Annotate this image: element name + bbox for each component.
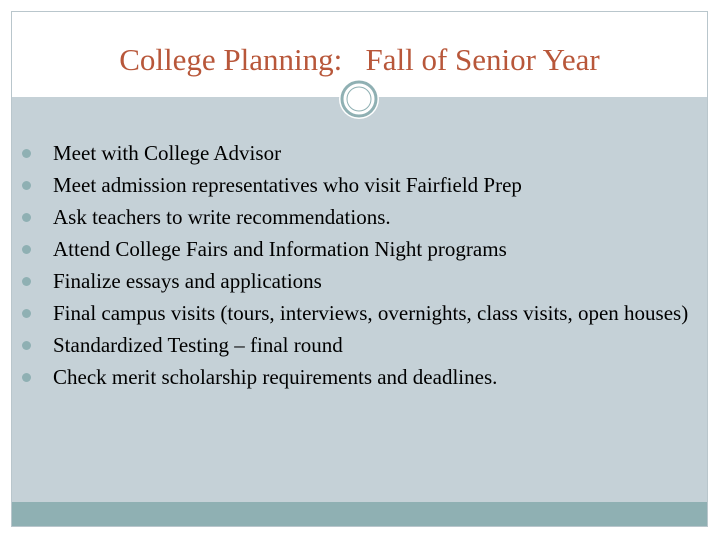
- bullet-icon: [22, 213, 31, 222]
- list-item-text: Ask teachers to write recommendations.: [53, 205, 391, 229]
- list-item: [22, 300, 702, 326]
- bullet-icon: [22, 149, 31, 158]
- list-item: [22, 236, 702, 262]
- bullet-icon: [22, 341, 31, 350]
- circle-ornament-icon: [338, 78, 380, 120]
- list-item-text: Check merit scholarship requirements and deadlines.: [53, 365, 498, 389]
- bullet-icon: [22, 373, 31, 382]
- list-item: [22, 204, 702, 230]
- list-item-text: Finalize essays and applications: [53, 269, 322, 293]
- list-item: [22, 332, 702, 358]
- list-item: [22, 364, 702, 390]
- list-item-text: Attend College Fairs and Information Night programs: [53, 237, 507, 261]
- list-item-text: Meet admission representatives who visit Fairfield Prep: [53, 173, 522, 197]
- list-item-text: Meet with College Advisor: [53, 141, 282, 165]
- list-item: [22, 268, 702, 294]
- list-item: [22, 172, 702, 198]
- bullet-list: [22, 140, 702, 390]
- slide-title: College Planning: Fall of Senior Year: [119, 42, 600, 77]
- list-item: [22, 140, 702, 166]
- list-item-text: Final campus visits (tours, interviews, overnights, class visits, open houses): [53, 301, 689, 325]
- bullet-icon: [22, 245, 31, 254]
- bullet-icon: [22, 181, 31, 190]
- bullet-icon: [22, 309, 31, 318]
- list-item-text: Standardized Testing – final round: [53, 333, 343, 357]
- bullet-icon: [22, 277, 31, 286]
